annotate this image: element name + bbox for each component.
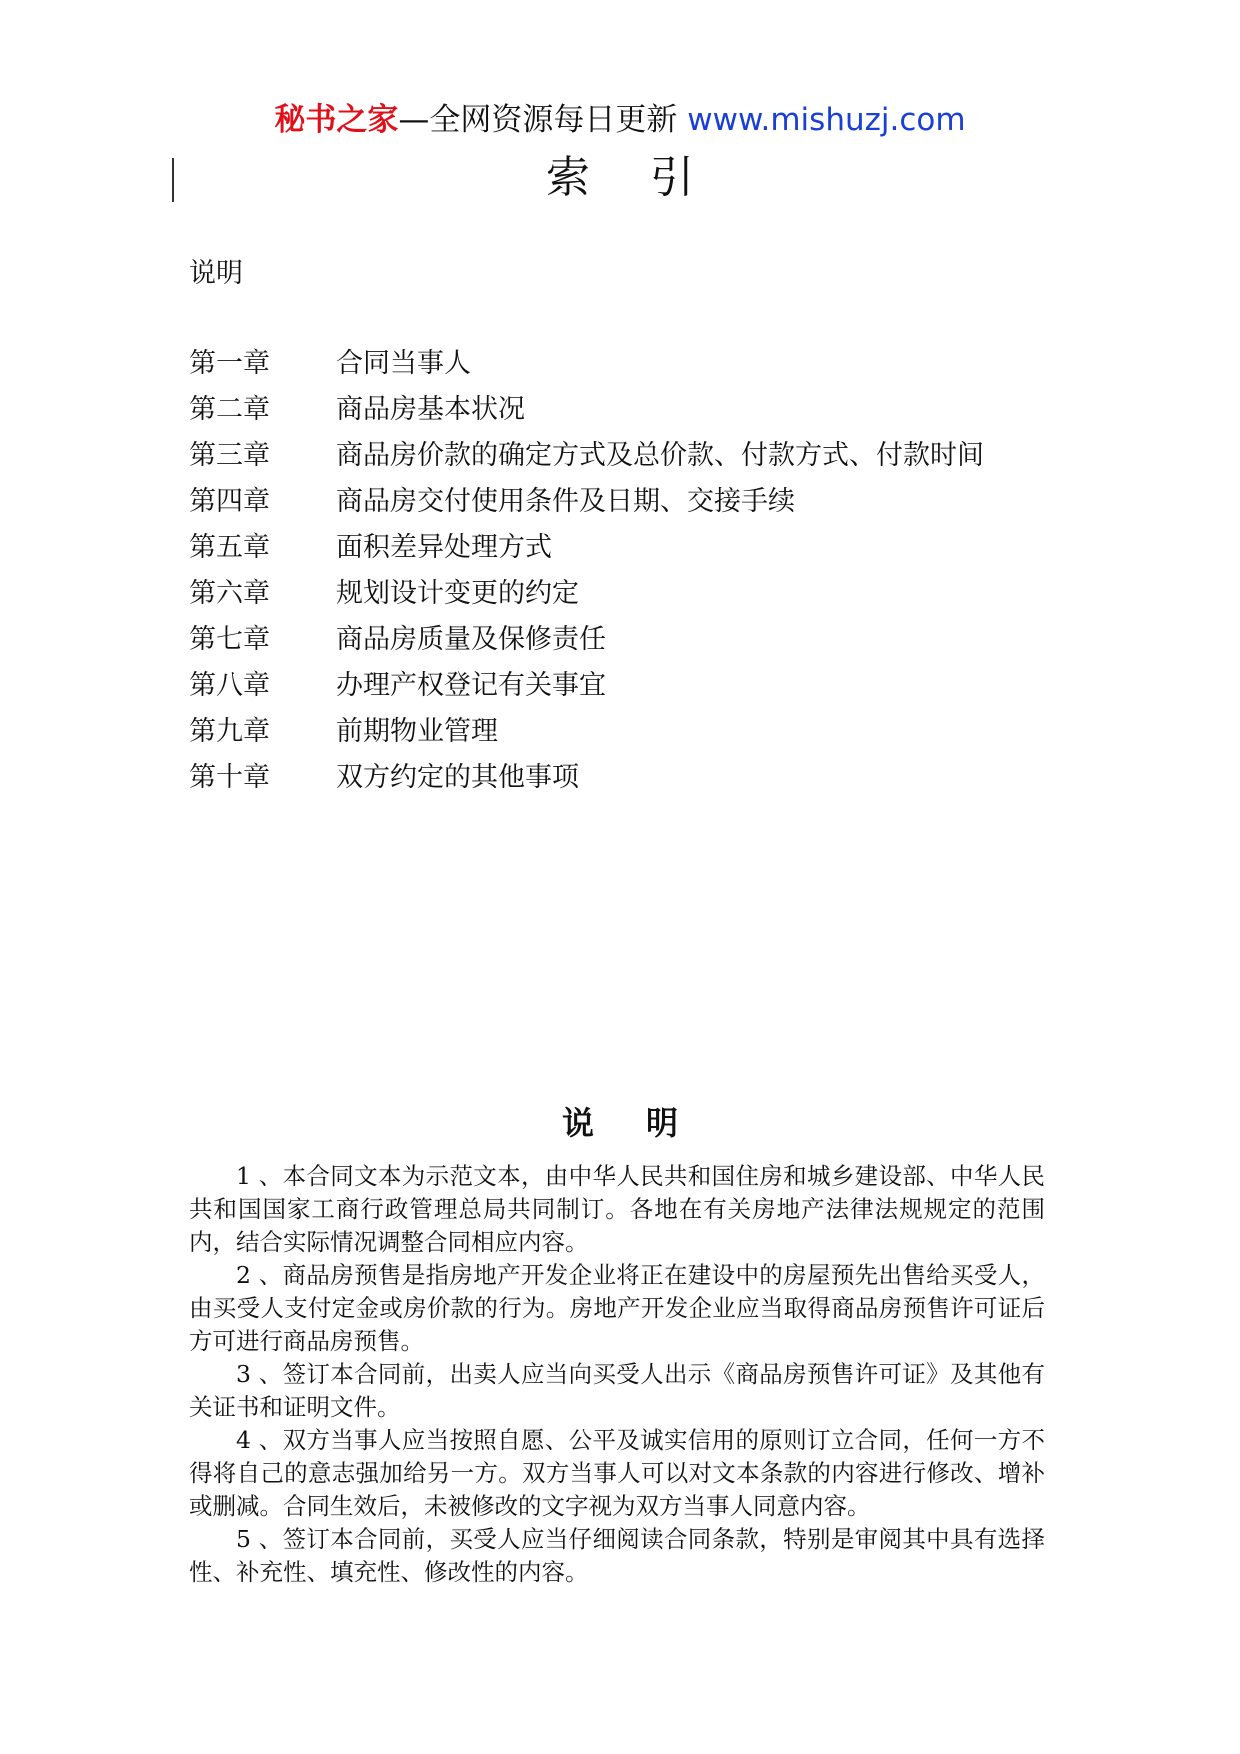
toc-item bbox=[189, 530, 984, 576]
site-banner bbox=[0, 100, 1240, 140]
toc-item bbox=[189, 714, 984, 760]
page-title: 索引 bbox=[546, 152, 754, 203]
chapter-title: 面积差异处理方式 bbox=[336, 532, 552, 563]
note-paragraph: 1 、本合同文本为示范文本，由中华人民共和国住房和城乡建设部、中华人民共和国国家工商行政管理总局共同制订。各地在有关房地产法律法规规定的范围内，结合实际情况调整合同相应内容。 bbox=[189, 1162, 1045, 1256]
notes-title: 说明 bbox=[561, 1104, 730, 1142]
chapter-title: 商品房交付使用条件及日期、交接手续 bbox=[336, 486, 795, 517]
toc-item bbox=[189, 576, 984, 622]
chapter-number: 第三章 bbox=[189, 440, 270, 471]
toc-item bbox=[189, 668, 984, 714]
banner-url[interactable]: www.mishuzj.com bbox=[687, 102, 966, 138]
chapter-number: 第十章 bbox=[189, 762, 270, 793]
toc-item bbox=[189, 438, 984, 484]
toc-item bbox=[189, 392, 984, 438]
notes-body bbox=[189, 1160, 1045, 1589]
chapter-number: 第九章 bbox=[189, 716, 270, 747]
chapter-number: 第五章 bbox=[189, 532, 270, 563]
chapter-title: 商品房基本状况 bbox=[336, 394, 525, 425]
table-of-contents bbox=[189, 346, 984, 806]
banner-brand: 秘书之家 bbox=[274, 102, 399, 138]
note-paragraph: 2 、商品房预售是指房地产开发企业将正在建设中的房屋预先出售给买受人，由买受人支付定金或房价款的行为。房地产开发企业应当取得商品房预售许可证后方可进行商品房预售。 bbox=[189, 1261, 1045, 1355]
toc-item bbox=[189, 760, 984, 806]
chapter-title: 双方约定的其他事项 bbox=[336, 762, 579, 793]
note-paragraph: 3 、签订本合同前，出卖人应当向买受人出示《商品房预售许可证》及其他有关证书和证明文件。 bbox=[189, 1360, 1045, 1421]
chapter-number: 第二章 bbox=[189, 394, 270, 425]
chapter-number: 第七章 bbox=[189, 624, 270, 655]
chapter-title: 商品房价款的确定方式及总价款、付款方式、付款时间 bbox=[336, 440, 984, 471]
chapter-number: 第八章 bbox=[189, 670, 270, 701]
toc-heading: 说明 bbox=[189, 258, 243, 289]
note-paragraph: 5 、签订本合同前，买受人应当仔细阅读合同条款，特别是审阅其中具有选择性、补充性、填充性、修改性的内容。 bbox=[189, 1525, 1045, 1586]
chapter-number: 第六章 bbox=[189, 578, 270, 609]
toc-item bbox=[189, 484, 984, 530]
chapter-title: 办理产权登记有关事宜 bbox=[336, 670, 606, 701]
chapter-title: 前期物业管理 bbox=[336, 716, 498, 747]
chapter-number: 第一章 bbox=[189, 348, 270, 379]
chapter-number: 第四章 bbox=[189, 486, 270, 517]
chapter-title: 合同当事人 bbox=[336, 348, 471, 379]
toc-item bbox=[189, 346, 984, 392]
banner-tagline: —全网资源每日更新 bbox=[398, 102, 678, 138]
chapter-title: 商品房质量及保修责任 bbox=[336, 624, 606, 655]
note-paragraph: 4 、双方当事人应当按照自愿、公平及诚实信用的原则订立合同，任何一方不得将自己的意志强加给另一方。双方当事人可以对文本条款的内容进行修改、增补或删减。合同生效后，未被修改的文字视为双方当事人同意内容。 bbox=[189, 1426, 1045, 1520]
chapter-title: 规划设计变更的约定 bbox=[336, 578, 579, 609]
toc-item bbox=[189, 622, 984, 668]
